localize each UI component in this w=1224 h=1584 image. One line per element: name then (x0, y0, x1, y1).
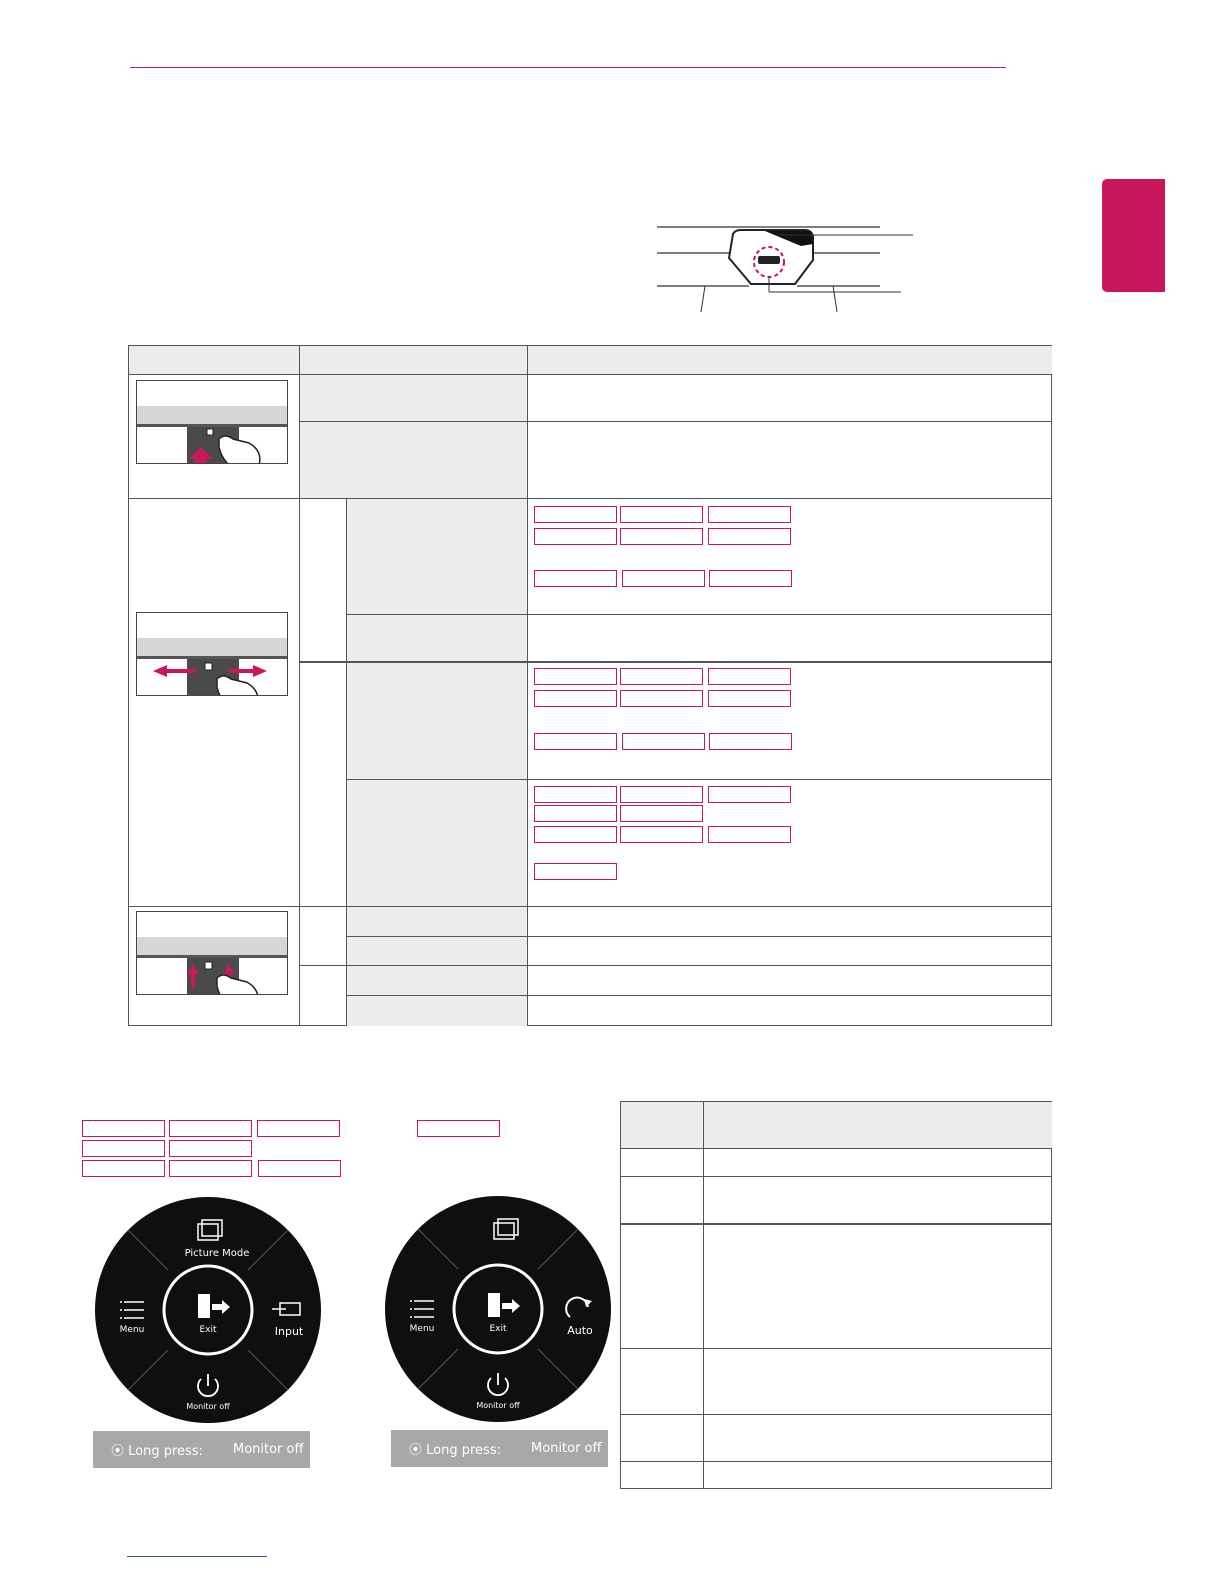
table-header-cell (704, 1102, 1052, 1149)
header-rule (130, 67, 1006, 68)
menu-item-box (82, 1160, 165, 1177)
table-cell (528, 996, 1052, 1026)
menu-label: Menu (409, 1324, 435, 1334)
table-cell (621, 1224, 704, 1349)
menu-item-box (708, 506, 791, 523)
table-cell (704, 1149, 1052, 1177)
menu-item-box (620, 506, 703, 523)
menu-item-box (620, 805, 703, 822)
menu-function-table (620, 1101, 1052, 1489)
monitor-off-label: Monitor off (186, 1402, 230, 1411)
table-cell (621, 1177, 704, 1224)
exit-label: Exit (489, 1324, 507, 1334)
menu-item-box (534, 668, 617, 685)
table-header-cell (621, 1102, 704, 1149)
left-right-illustration-cell (129, 499, 300, 907)
menu-item-box (620, 786, 703, 803)
table-cell (528, 907, 1052, 937)
menu-item-box (620, 668, 703, 685)
table-cell (300, 375, 528, 422)
menu-item-box (620, 826, 703, 843)
menu-item-box (169, 1120, 252, 1137)
menu-item-box (708, 826, 791, 843)
menu-item-box (534, 506, 617, 523)
table-cell (347, 780, 528, 907)
exit-label: Exit (199, 1325, 217, 1335)
menu-item-box (82, 1120, 165, 1137)
table-cell (347, 615, 528, 662)
table-cell (300, 499, 347, 662)
menu-item-box (708, 690, 791, 707)
menu-item-box (534, 805, 617, 822)
table-cell (704, 1462, 1052, 1489)
menu-item-box (534, 863, 617, 880)
table-cell (528, 422, 1052, 499)
long-press-label: ⦿ Long press: (111, 1444, 203, 1459)
table-cell (528, 966, 1052, 996)
menu-item-box (169, 1140, 252, 1157)
auto-label: Auto (567, 1324, 593, 1337)
table-cell (704, 1177, 1052, 1224)
table-header-cell (528, 346, 1052, 375)
joystick-menu-wheel-right (384, 1195, 612, 1423)
table-cell (704, 1349, 1052, 1415)
footer-link[interactable] (127, 1556, 267, 1557)
table-header-cell (300, 346, 528, 375)
table-cell (300, 907, 347, 966)
table-cell (528, 375, 1052, 422)
menu-item-box (534, 733, 617, 750)
table-cell (621, 1462, 704, 1489)
picture-mode-label: Picture Mode (184, 1248, 250, 1259)
menu-item-box (534, 826, 617, 843)
input-label: Input (274, 1325, 304, 1338)
joystick-press-illustration (136, 380, 288, 464)
menu-item-box (709, 733, 792, 750)
menu-item-box (534, 528, 617, 545)
menu-item-box (534, 570, 617, 587)
long-press-value: Monitor off (233, 1442, 304, 1457)
table-cell (300, 966, 347, 1026)
table-cell (347, 966, 528, 996)
menu-item-box (257, 1120, 340, 1137)
table-cell (528, 615, 1052, 662)
menu-item-box (620, 690, 703, 707)
menu-item-box (258, 1160, 341, 1177)
joystick-location-diagram (655, 222, 915, 314)
language-side-tab (1102, 179, 1165, 292)
menu-item-box (620, 528, 703, 545)
menu-item-box (708, 528, 791, 545)
table-cell (300, 422, 528, 499)
long-press-bar-right (391, 1430, 608, 1467)
menu-item-box (622, 733, 705, 750)
table-cell (347, 996, 528, 1026)
joystick-up-down-illustration (136, 911, 288, 995)
menu-label: Menu (119, 1325, 145, 1335)
menu-item-box (169, 1160, 252, 1177)
table-cell (347, 937, 528, 966)
long-press-bar-left (93, 1431, 310, 1468)
table-header-cell (129, 346, 300, 375)
table-cell (347, 907, 528, 937)
table-cell (347, 499, 528, 615)
menu-item-box (534, 786, 617, 803)
menu-item-box (708, 668, 791, 685)
table-cell (704, 1224, 1052, 1349)
long-press-label: ⦿ Long press: (409, 1443, 501, 1458)
monitor-off-label: Monitor off (476, 1401, 520, 1410)
table-cell (621, 1415, 704, 1462)
table-cell (528, 937, 1052, 966)
menu-item-box (82, 1140, 165, 1157)
joystick-left-right-illustration (136, 612, 288, 696)
long-press-value: Monitor off (531, 1441, 602, 1456)
menu-item-box (417, 1120, 500, 1137)
menu-item-box (622, 570, 705, 587)
table-cell (621, 1349, 704, 1415)
table-cell (704, 1415, 1052, 1462)
table-cell (300, 662, 347, 907)
joystick-menu-wheel-left (94, 1196, 322, 1424)
table-cell (347, 662, 528, 780)
menu-item-box (709, 570, 792, 587)
menu-item-box (534, 690, 617, 707)
table-cell (621, 1149, 704, 1177)
menu-item-box (708, 786, 791, 803)
